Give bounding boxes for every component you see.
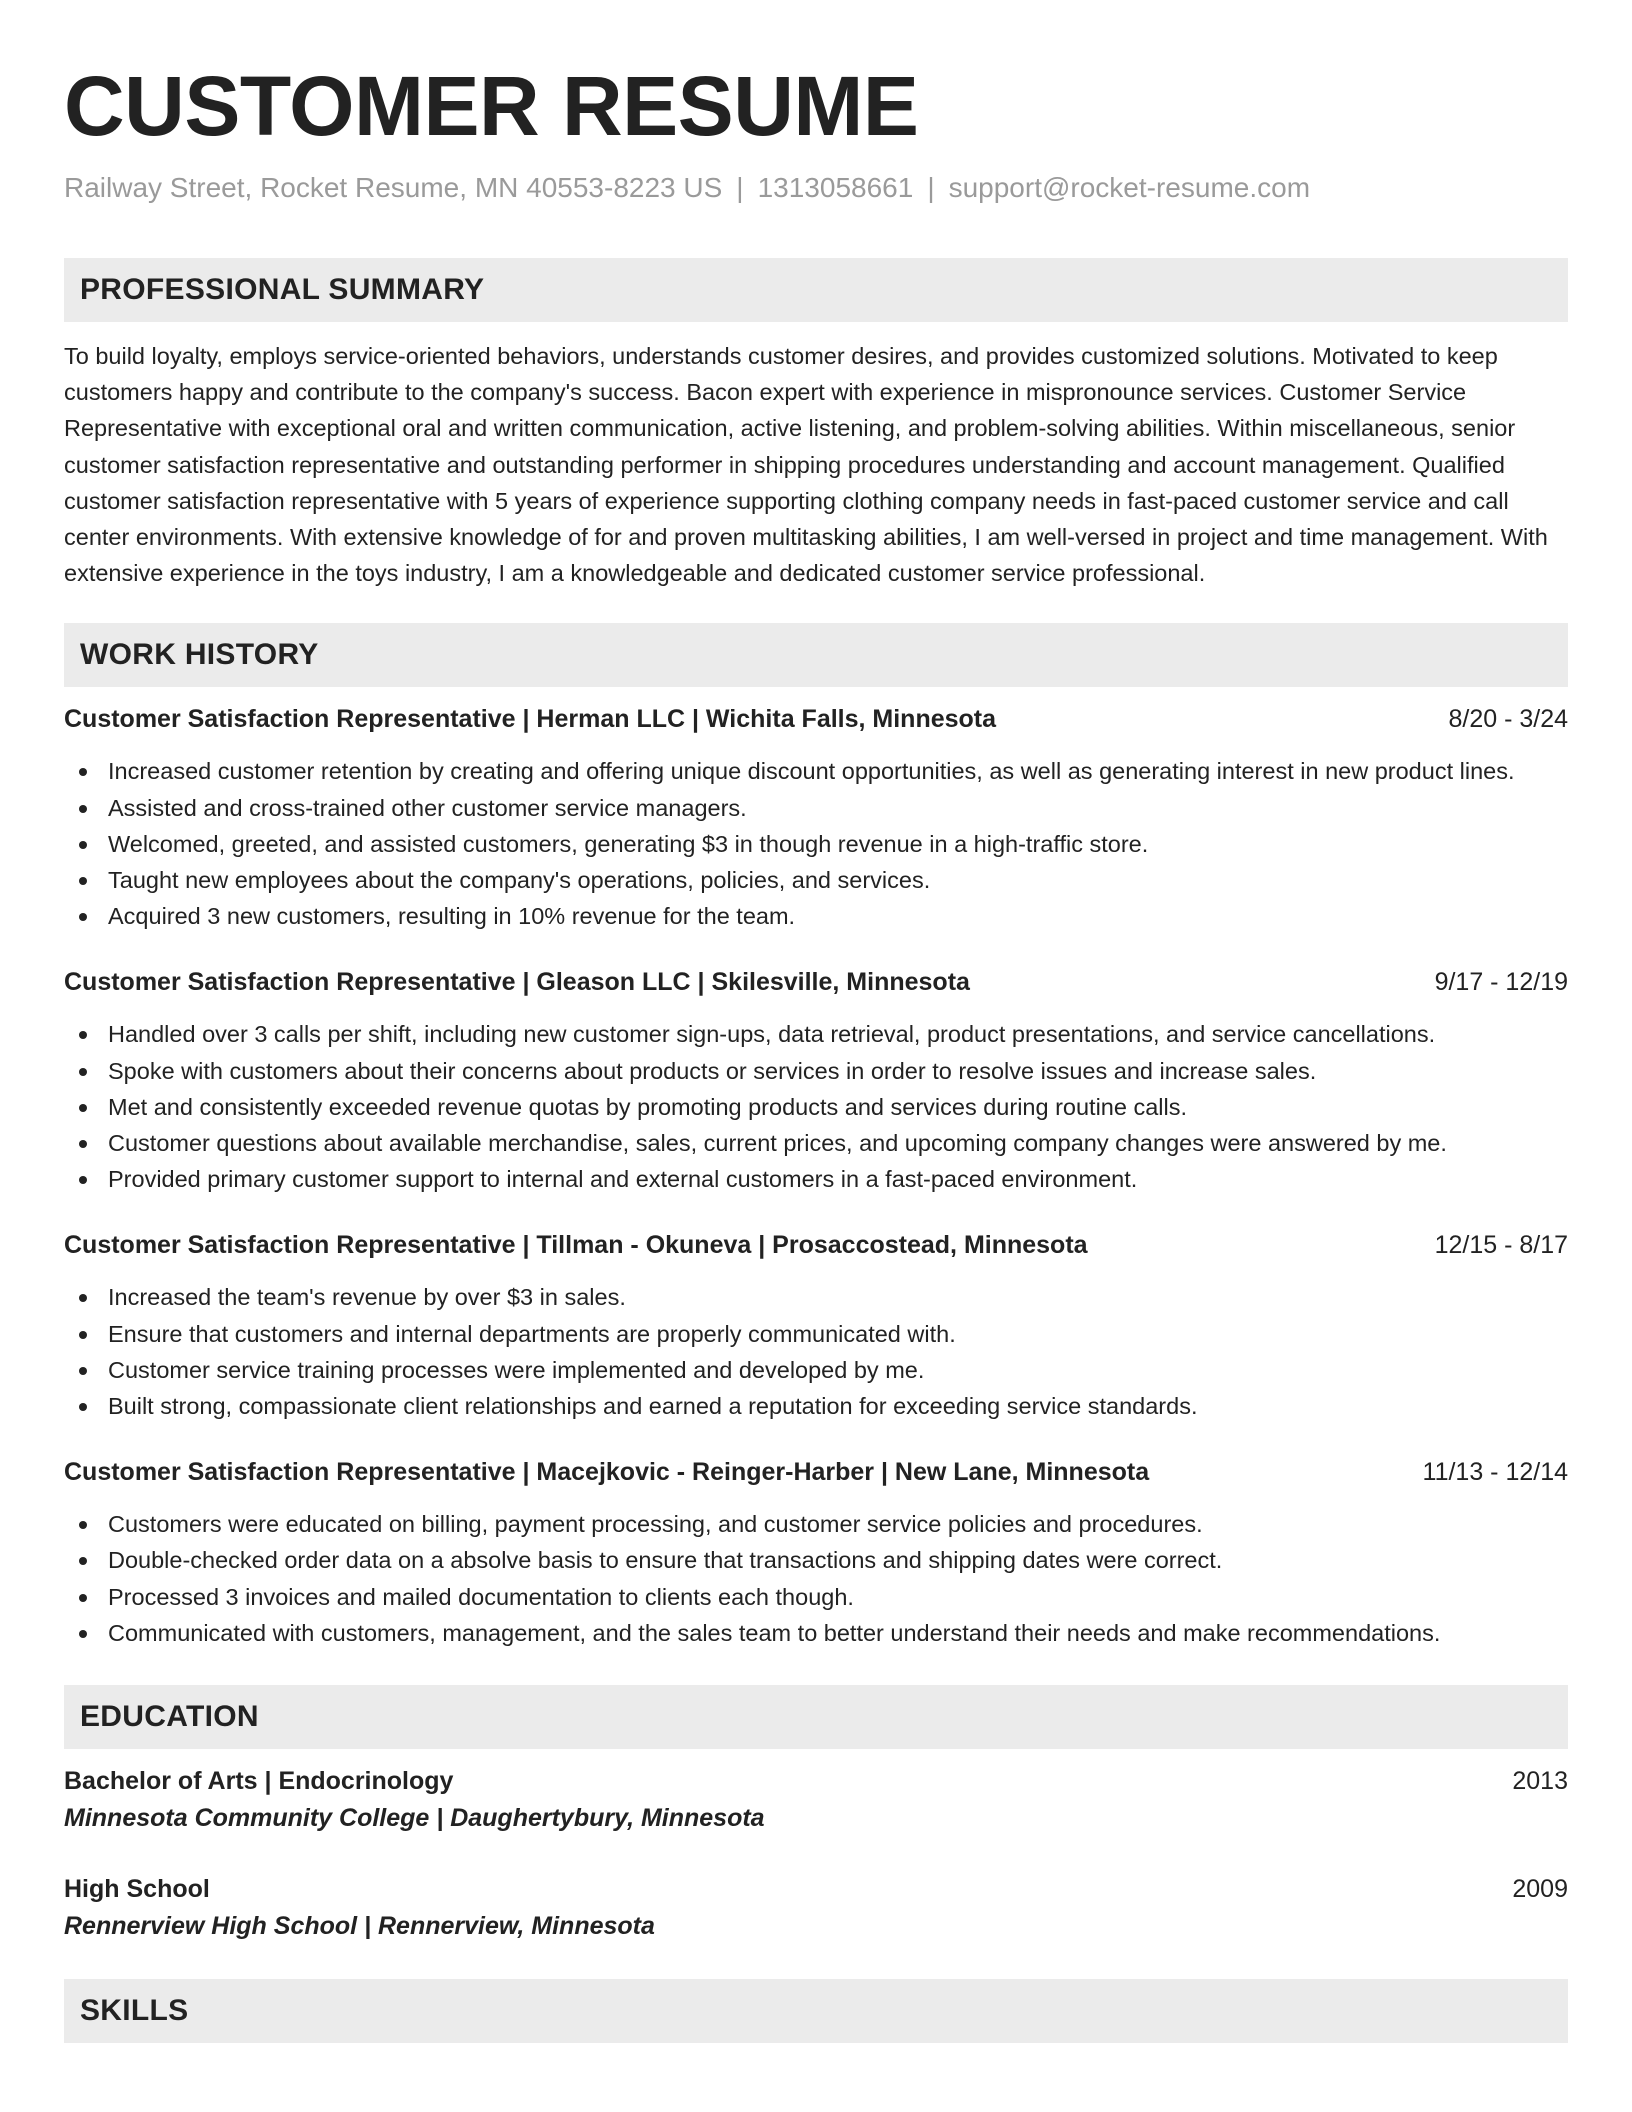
resume-name: CUSTOMER RESUME [64,59,919,153]
education-degree: High School [64,1875,210,1904]
job-header [64,701,1568,737]
job-bullet: Increased the team's revenue by over $3 in sales. [64,1279,1568,1315]
job-bullet: Communicated with customers, management, and the sales team to better understand their needs and make recommendations. [64,1615,1568,1651]
job-bullet: Customer questions about available merchandise, sales, current prices, and upcoming company changes were answered by me. [64,1125,1568,1161]
education-school: Rennerview High School | Rennerview, Minnesota [64,1912,655,1941]
job-entry [64,1454,1568,1651]
job-bullet: Met and consistently exceeded revenue quotas by promoting products and services during routine calls. [64,1089,1568,1125]
section-title: SKILLS [80,1994,189,2028]
job-bullet: Assisted and cross-trained other customer service managers. [64,790,1568,826]
job-bullet: Double-checked order data on a absolve basis to ensure that transactions and shipping dates were correct. [64,1542,1568,1578]
section-title: PROFESSIONAL SUMMARY [80,273,485,306]
job-bullets [64,1279,1568,1424]
job-title: Customer Satisfaction Representative | Herman LLC | Wichita Falls, Minnesota [64,705,997,734]
education-degree: Bachelor of Arts | Endocrinology [64,1767,454,1796]
contact-separator: | [927,172,935,203]
contact-separator: | [736,172,744,203]
job-bullet: Customer service training processes were implemented and developed by me. [64,1352,1568,1388]
job-entry [64,701,1568,934]
job-bullets [64,1506,1568,1651]
job-title: Customer Satisfaction Representative | Gleason LLC | Skilesville, Minnesota [64,968,970,997]
education-school: Minnesota Community College | Daughertybury, Minnesota [64,1804,765,1833]
job-bullet: Handled over 3 calls per shift, including new customer sign-ups, data retrieval, product presentations, and service cancellations. [64,1016,1568,1052]
contact-phone: 1313058661 [757,172,914,203]
job-bullet: Customers were educated on billing, payment processing, and customer service policies and procedures. [64,1506,1568,1542]
job-bullet: Spoke with customers about their concerns about products or services in order to resolve issues and increase sales. [64,1053,1568,1089]
section-header-education [64,1685,1568,1749]
job-bullet: Acquired 3 new customers, resulting in 10% revenue for the team. [64,898,1568,934]
section-header-work-history [64,623,1568,687]
job-bullet: Processed 3 invoices and mailed documentation to clients each though. [64,1579,1568,1615]
job-bullets [64,753,1568,934]
job-bullet: Welcomed, greeted, and assisted customers, generating $3 in though revenue in a high-traffic store. [64,826,1568,862]
education-year: 2013 [1512,1767,1568,1796]
education-entry [64,1871,1568,1945]
section-title: EDUCATION [80,1700,259,1734]
section-title: WORK HISTORY [80,638,319,672]
job-header [64,1454,1568,1490]
education-entry [64,1763,1568,1837]
job-bullets [64,1016,1568,1197]
job-bullet: Taught new employees about the company's operations, policies, and services. [64,862,1568,898]
job-entry [64,1227,1568,1424]
job-bullet: Built strong, compassionate client relationships and earned a reputation for exceeding service standards. [64,1388,1568,1424]
job-dates: 12/15 - 8/17 [1434,1231,1568,1260]
job-dates: 9/17 - 12/19 [1434,968,1568,997]
contact-address: Railway Street, Rocket Resume, MN 40553-8223 US [64,172,723,203]
section-header-summary [64,258,1568,322]
contact-line [64,170,1568,206]
contact-email: support@rocket-resume.com [948,172,1311,203]
section-header-skills [64,1979,1568,2043]
job-dates: 11/13 - 12/14 [1422,1458,1568,1487]
job-bullet: Provided primary customer support to internal and external customers in a fast-paced environment. [64,1161,1568,1197]
education-year: 2009 [1512,1875,1568,1904]
job-bullet: Ensure that customers and internal departments are properly communicated with. [64,1316,1568,1352]
job-title: Customer Satisfaction Representative | Macejkovic - Reinger-Harber | New Lane, Minnesota [64,1458,1150,1487]
job-bullet: Increased customer retention by creating and offering unique discount opportunities, as well as generating interest in new product lines. [64,753,1568,789]
job-header [64,964,1568,1000]
summary-text: To build loyalty, employs service-oriented behaviors, understands customer desires, and provides customized solutions. Motivated to keep customers happy and contribute to the company's success. Bacon expert with experience in mispronounce services. Customer Service Representative with exceptional oral and written communication, active listening, and problem-solving abilities. Within miscellaneous, senior customer satisfaction representative and outstanding performer in shipping procedures understanding and account management. Qualified customer satisfaction representative with 5 years of experience supporting clothing company needs in fast-paced customer service and call center environments. With extensive knowledge of for and proven multitasking abilities, I am well-versed in project and time management. With extensive experience in the toys industry, I am a knowledgeable and dedicated customer service professional. [64,343,1548,587]
job-title: Customer Satisfaction Representative | Tillman - Okuneva | Prosaccostead, Minnesota [64,1231,1088,1260]
education-header [64,1763,1568,1799]
job-dates: 8/20 - 3/24 [1448,705,1568,734]
job-entry [64,964,1568,1197]
education-header [64,1871,1568,1907]
job-header [64,1227,1568,1263]
